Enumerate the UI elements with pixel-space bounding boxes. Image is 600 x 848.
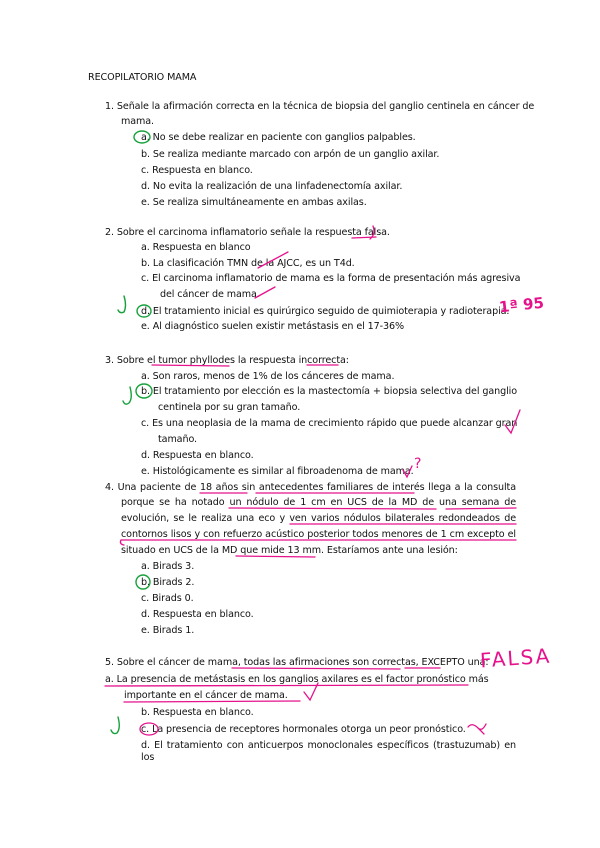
page-title: RECOPILATORIO MAMA: [88, 72, 197, 83]
question-2-option-a: a. Respuesta en blanco: [141, 242, 251, 253]
j-mark-q2: [118, 296, 126, 313]
question-2-option-d: d. El tratamiento inicial es quirúrgico seguido de quimioterapia y radioterapia.: [141, 306, 510, 317]
question-1-option-c: c. Respuesta en blanco.: [141, 165, 253, 176]
question-5-stem: 5. Sobre el cáncer de mama, todas las afirmaciones son correctas, EXCEPTO una:: [105, 657, 489, 668]
question-1-stem-line-1: 1. Señale la afirmación correcta en la técnica de biopsia del ganglio centinela en cáncer de: [105, 101, 535, 112]
question-1-stem-line-2: mama.: [121, 116, 154, 127]
question-4-stem-line-3: evolución, se le realiza una eco y ven varios nódulos bilaterales redondeados de: [121, 513, 516, 524]
question-5-option-b: b. Respuesta en blanco.: [141, 707, 254, 718]
handwritten-score-note: 1ª 95: [498, 293, 545, 317]
question-4-stem-line-4: contornos lisos y con refuerzo acústico posterior todos menores de 1 cm excepto el: [121, 529, 516, 540]
question-4-option-b: b. Birads 2.: [141, 577, 195, 588]
question-3-option-c-line-1: c. Es una neoplasia de la mama de crecimiento rápido que puede alcanzar gran: [141, 418, 518, 429]
question-1-option-a: a. No se debe realizar en paciente con ganglios palpables.: [141, 132, 416, 143]
question-3-option-e: e. Histológicamente es similar al fibroadenoma de mama.: [141, 466, 414, 477]
question-1-option-e: e. Se realiza simultáneamente en ambas axilas.: [141, 197, 367, 208]
question-3-option-c-line-2: tamaño.: [158, 434, 197, 445]
question-2-stem: 2. Sobre el carcinoma inflamatorio señale la respuesta falsa.: [105, 227, 390, 238]
question-1-option-b: b. Se realiza mediante marcado con arpón de un ganglio axilar.: [141, 149, 440, 160]
j-mark-q3: [123, 387, 131, 404]
question-2-option-e: e. Al diagnóstico suelen existir metástasis en el 17-36%: [141, 321, 405, 332]
j-mark-q5: [111, 717, 119, 734]
question-2-option-b: b. La clasificación TMN de la AJCC, es un T4d.: [141, 258, 355, 269]
question-4-stem-line-5: situado en UCS de la MD que mide 13 mm. Estaríamos ante una lesión:: [121, 545, 458, 556]
question-3-option-b-line-2: centinela por su gran tamaño.: [158, 402, 301, 413]
handwritten-question-mark: ?: [414, 456, 422, 472]
question-5-option-a-line-2: importante en el cáncer de mama.: [124, 690, 288, 701]
question-2-option-c-line-2: del cáncer de mama.: [160, 289, 260, 300]
question-4-stem-line-2: porque se ha notado un nódulo de 1 cm en UCS de la MD de una semana de: [121, 497, 516, 508]
question-4-option-c: c. Birads 0.: [141, 593, 194, 604]
question-3-stem: 3. Sobre el tumor phyllodes la respuesta incorrecta:: [105, 355, 349, 366]
question-5-option-c: c. La presencia de receptores hormonales otorga un peor pronóstico.: [141, 724, 466, 735]
question-3-option-b-line-1: b. El tratamiento por elección es la mastectomía + biopsia selectiva del ganglio: [141, 386, 517, 397]
question-3-option-d: d. Respuesta en blanco.: [141, 450, 254, 461]
question-4-stem-line-1: 4. Una paciente de 18 años sin antecedentes familiares de interés llega a la consulta: [105, 482, 516, 493]
question-4-option-d: d. Respuesta en blanco.: [141, 609, 254, 620]
question-4-option-e: e. Birads 1.: [141, 625, 195, 636]
question-3-option-a: a. Son raros, menos de 1% de los cánceres de mama.: [141, 371, 395, 382]
handwritten-falsa-note: FALSA: [479, 643, 553, 673]
question-4-option-a: a. Birads 3.: [141, 561, 195, 572]
question-5-option-d: d. El tratamiento con anticuerpos monoclonales específicos (trastuzumab) en los: [141, 740, 516, 763]
question-2-option-c-line-1: c. El carcinoma inflamatorio de mama es la forma de presentación más agresiva: [141, 273, 521, 284]
question-1-option-d: d. No evita la realización de una linfadenectomía axilar.: [141, 181, 403, 192]
question-5-option-a-line-1: a. La presencia de metástasis en los ganglios axilares es el factor pronóstico más: [105, 674, 489, 685]
alpha-mark: [468, 724, 486, 734]
